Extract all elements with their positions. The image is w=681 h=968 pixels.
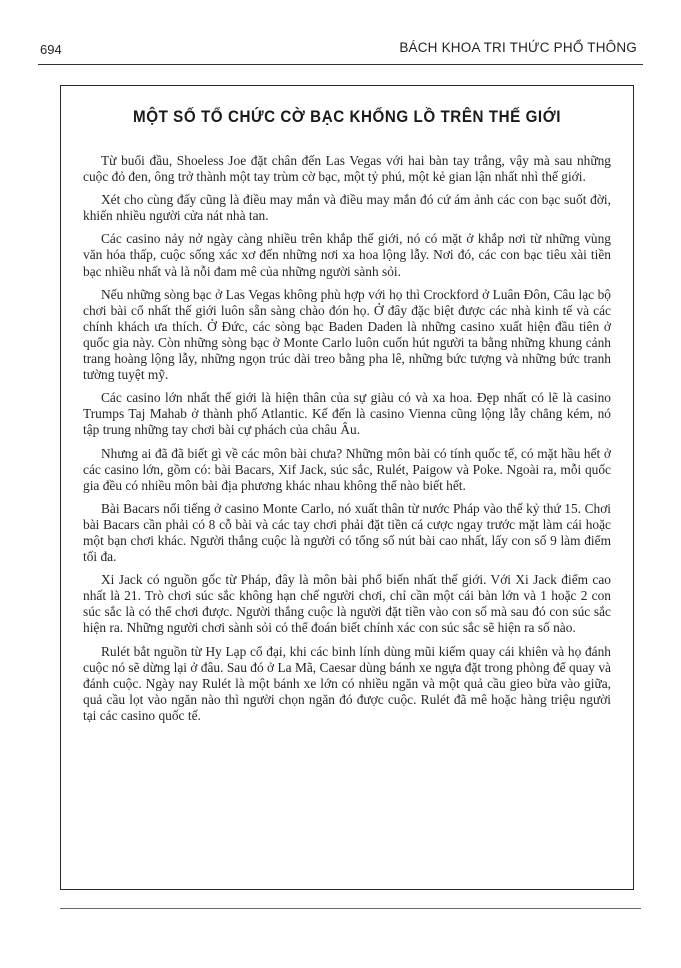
paragraph: Các casino lớn nhất thế giới là hiện thân của sự giàu có và xa hoa. Đẹp nhất có lẽ là casino Trumps Taj Mahab ở thành phố Atlantic. Kế đến là casino Vienna cũng lộng lẫy chẳng kém, nó tập trung những tay chơi bài cự phách của châu Âu.	[83, 390, 611, 438]
article-body	[83, 153, 611, 724]
article-title: MỘT SỐ TỔ CHỨC CỜ BẠC KHỔNG LỒ TRÊN THẾ GIỚI	[133, 108, 561, 126]
paragraph: Nếu những sòng bạc ở Las Vegas không phù hợp với họ thì Crockford ở Luân Đôn, Câu lạc bộ chơi bài cổ nhất thế giới luôn sẵn sàng chào đón họ. Ở đây đặc biệt được các nhà kinh tế và các chính khách ưa thích. Ở Đức, các sòng bạc Baden Daden là những casino xuất hiện đầu tiên ở quốc gia này. Còn những sòng bạc ở Monte Carlo luôn cuốn hút người ta bằng những khung cảnh trang hoàng lộng lẫy, những ngọn trúc dài treo bằng pha lê, những bức tượng và những bức tranh tường tuyệt mỹ.	[83, 286, 611, 383]
boxed-article	[60, 85, 634, 890]
paragraph: Từ buổi đầu, Shoeless Joe đặt chân đến Las Vegas với hai bàn tay trắng, vậy mà sau những cuộc đỏ đen, ông trở thành một tay trùm cờ bạc, một tỷ phú, một kẻ gian lận nhất nhì thế giới.	[83, 153, 611, 185]
paragraph: Các casino nảy nở ngày càng nhiều trên khắp thế giới, nó có mặt ở khắp nơi từ những vùng văn hóa thấp, cuộc sống xác xơ đến những nơi xa hoa lộng lẫy. Nơi đó, các con bạc tiêu xài tiền bạc nhiều nhất và là nỗi đam mê của những người sành sỏi.	[83, 231, 611, 279]
paragraph: Xi Jack có nguồn gốc từ Pháp, đây là môn bài phổ biến nhất thế giới. Với Xi Jack điểm cao nhất là 21. Trò chơi súc sắc không hạn chế người chơi, chỉ cần một cái bàn lớn và 1 hoặc 2 con súc sắc là có thể chơi được. Người thắng cuộc là người đặt tiền vào con số mà sau đó con súc sắc hiện ra. Những người chơi sành sỏi có thể đoán biết chính xác con súc sắc sẽ hiện ra số nào.	[83, 572, 611, 636]
paragraph: Bài Bacars nổi tiếng ở casino Monte Carlo, nó xuất thân từ nước Pháp vào thế kỷ thứ 15. Chơi bài Bacars cần phải có 8 cỗ bài và các tay chơi phải đặt tiền cá cược ngay trước mặt làm cái hoặc một bạn chơi khác. Người thắng cuộc là người có tổng số nút bài cao nhất, lấy con số 9 làm điểm tối đa.	[83, 500, 611, 565]
paragraph: Xét cho cùng đấy cũng là điều may mắn và điều may mắn đó cứ ám ảnh các con bạc suốt đời, khiến nhiều người cửa nát nhà tan.	[83, 192, 611, 224]
paragraph: Rulét bắt nguồn từ Hy Lạp cổ đại, khi các binh lính dùng mũi kiếm quay cái khiên và họ đánh cuộc nó sẽ dừng lại ở đâu. Sau đó ở La Mã, Caesar dùng bánh xe ngựa đặt trong phòng để quay và đánh cuộc. Ngày nay Rulét là một bánh xe lớn có nhiều ngăn và một quả cầu gieo bừa vào giữa, quả cầu lọt vào ngăn nào thì người chọn ngăn đó được cuộc. Rulét đã mê hoặc hàng triệu người tại các casino quốc tế.	[83, 643, 611, 723]
paragraph: Nhưng ai đã đã biết gì về các môn bài chưa? Những môn bài có tính quốc tế, có mặt hầu hết ở các casino lớn, gồm có: bài Bacars, Xif Jack, súc sắc, Rulét, Paigow và Poke. Ngoài ra, mỗi quốc gia đều có nhiều môn bài địa phương khác nhau không thể nào biết hết.	[83, 445, 611, 493]
header-rule	[38, 64, 643, 65]
page-number: 694	[40, 42, 62, 57]
footer-rule	[60, 908, 641, 909]
running-header: BÁCH KHOA TRI THỨC PHỔ THÔNG	[399, 40, 637, 55]
